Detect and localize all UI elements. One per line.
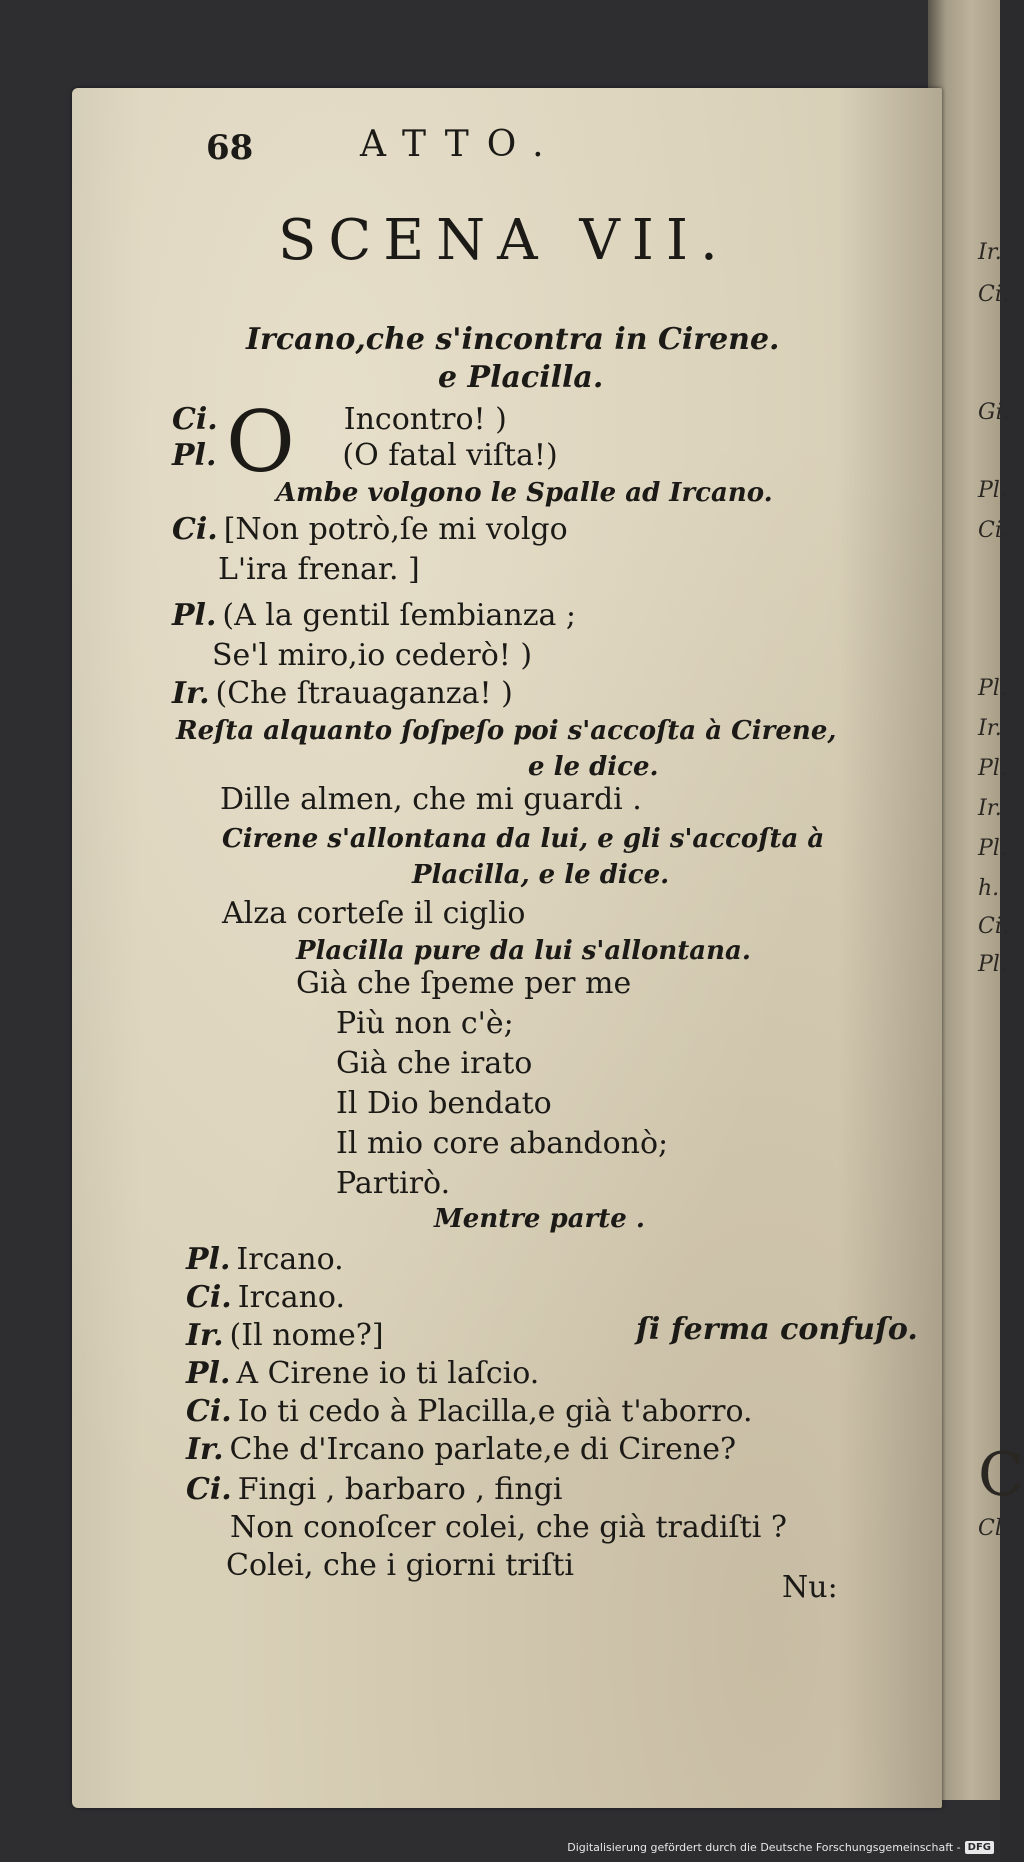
speech-line: [186, 1318, 384, 1353]
speaker-label: Ci.: [186, 1394, 232, 1429]
stage-direction: Placilla, e le dice.: [412, 860, 670, 890]
speech-line: [172, 402, 507, 437]
scene-subtitle: Ircano,che s'incontra in Cirene.: [246, 322, 780, 357]
next-page-margin-text: Pl.: [978, 478, 1007, 503]
next-page-margin-text: Pl.: [978, 836, 1007, 861]
digitization-footer: [567, 1836, 994, 1858]
speaker-label: Ci.: [172, 512, 218, 547]
speech-line: [172, 676, 513, 711]
speaker-label: Ir.: [186, 1432, 224, 1467]
verse-text: Fingi , barbaro , fingi: [237, 1472, 563, 1507]
next-page-margin-text: Ci.: [978, 518, 1009, 543]
speaker-label: Ir.: [186, 1318, 224, 1353]
next-page-margin-text: Pl.: [978, 952, 1007, 977]
stage-direction: ſi ferma confuſo.: [636, 1312, 918, 1347]
next-page-margin-text: Ir.: [978, 796, 1002, 821]
verse-line: Già che ſpeme per me: [296, 966, 632, 1001]
verse-text: (Che ſtrauaganza! ): [215, 676, 513, 711]
speech-line: [172, 438, 558, 473]
verse-text: Io ti cedo à Placilla,e già t'aborro.: [237, 1394, 753, 1429]
scene-title: SCENA VII.: [278, 208, 730, 273]
verse-line: Già che irato: [336, 1046, 533, 1081]
scene-subtitle: e Placilla.: [438, 360, 604, 395]
verse-line: Se'l miro,io cederò! ): [212, 638, 533, 673]
speaker-label: Pl.: [172, 598, 217, 633]
verse-line: L'ira frenar. ]: [218, 552, 420, 587]
verse-text: Ircano.: [237, 1280, 345, 1315]
speaker-label: Ci.: [172, 402, 218, 437]
stage-direction: Placilla pure da lui s'allontana.: [296, 936, 751, 966]
speaker-label: Pl.: [186, 1242, 231, 1277]
next-page-margin-text: Cl: [978, 1516, 1002, 1541]
speech-line: [172, 512, 568, 547]
stage-direction: Reſta alquanto ſoſpeſo poi s'accoſta à Cirene,: [176, 716, 837, 746]
verse-line: Più non c'è;: [336, 1006, 514, 1041]
speech-line: [186, 1356, 539, 1391]
verse-text: Che d'Ircano parlate,e di Cirene?: [229, 1432, 737, 1467]
verse-text: (A la gentil ſembianza ;: [222, 598, 577, 633]
drop-cap-letter: O: [226, 393, 295, 491]
stage-direction: Ambe volgono le Spalle ad Ircano.: [276, 478, 773, 508]
speech-line: [186, 1432, 736, 1467]
next-page-margin-text: Pl.: [978, 756, 1007, 781]
speech-line: [186, 1472, 563, 1507]
next-page-margin-text: Ci.: [978, 914, 1009, 939]
verse-line: Il Dio bendato: [336, 1086, 552, 1121]
running-head: ATTO.: [360, 124, 562, 165]
speech-line: [186, 1280, 345, 1315]
verse-line: Non conoſcer colei, che già tradiſti ?: [230, 1510, 787, 1545]
stage-direction: Cirene s'allontana da lui, e gli s'accoſta à: [222, 824, 825, 854]
next-page-margin-text: Gi.: [978, 400, 1010, 425]
speaker-label: Ci.: [186, 1280, 232, 1315]
stage-direction: Mentre parte .: [434, 1204, 645, 1234]
verse-line: Partirò.: [336, 1166, 451, 1201]
speech-line: [186, 1242, 344, 1277]
dfg-logo-icon: DFG: [965, 1841, 994, 1854]
verse-line: Dille almen, che mi guardi .: [220, 782, 642, 817]
speaker-label: Pl.: [186, 1356, 231, 1391]
next-page-margin-text: Pl.: [978, 676, 1007, 701]
verse-text: (Il nome?]: [229, 1318, 384, 1353]
next-page-margin-text: C: [978, 1440, 1024, 1510]
next-page-margin-text: h.: [978, 876, 1000, 901]
speaker-label: Ir.: [172, 676, 210, 711]
catchword: Nu:: [782, 1570, 838, 1605]
verse-text: A Cirene io ti laſcio.: [236, 1356, 540, 1391]
footer-credit: Digitalisierung gefördert durch die Deutsche Forschungsgemeinschaft -: [567, 1840, 961, 1854]
page-number: 68: [206, 128, 254, 168]
next-page-margin-text: Ci.: [978, 282, 1009, 307]
verse-text: Incontro! ): [343, 402, 507, 437]
verse-text: (O fatal viſta!): [342, 438, 558, 473]
verse-line: Colei, che i giorni triſti: [226, 1548, 574, 1583]
speech-line: [172, 598, 576, 633]
stage-direction: e le dice.: [528, 752, 659, 782]
verse-line: Il mio core abandonò;: [336, 1126, 669, 1161]
speaker-label: Pl.: [172, 438, 217, 473]
verse-text: Ircano.: [236, 1242, 344, 1277]
speech-line: [186, 1394, 753, 1429]
verse-line: Alza corteſe il ciglio: [222, 896, 526, 931]
verse-text: [Non potrò,ſe mi volgo: [223, 512, 568, 547]
next-page-margin-text: Ir.: [978, 240, 1002, 265]
speaker-label: Ci.: [186, 1472, 232, 1507]
next-page-margin-text: Ir.: [978, 716, 1002, 741]
